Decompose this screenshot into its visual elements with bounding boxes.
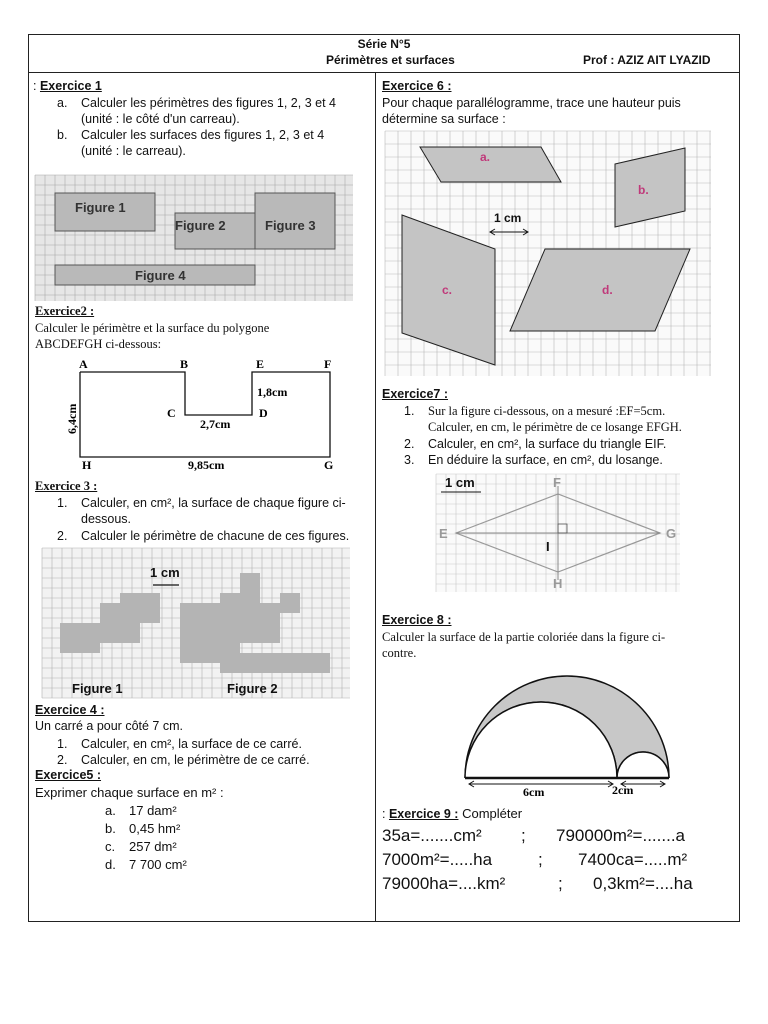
serie-number: Série N°5 — [357, 37, 411, 51]
ex9-row — [382, 848, 732, 872]
conversion-left: 79000ha=....km² — [382, 874, 506, 893]
ex2-text — [35, 320, 367, 352]
point-label: C — [167, 406, 176, 420]
ex2-polygon-figure — [60, 356, 360, 476]
ex5-title: Exercice5 : — [35, 768, 102, 782]
ex6-figure-grid — [385, 131, 711, 376]
point-label: F — [324, 357, 332, 371]
point-label: A — [79, 357, 88, 371]
ex7-item-2 — [404, 436, 666, 452]
shape-label: c. — [442, 283, 453, 297]
point-label: G — [666, 526, 677, 541]
shape-label: b. — [638, 183, 649, 197]
ex9-rows — [382, 824, 732, 896]
ex7-item-text: Calculer, en cm², la surface du triangle EIF. — [428, 437, 667, 451]
ex7-item-1 — [404, 403, 734, 435]
ex3-item-2 — [57, 528, 370, 544]
list-marker: a. — [105, 803, 116, 818]
point-label: H — [82, 458, 92, 472]
ex4-title: Exercice 4 : — [35, 703, 105, 717]
ex8-title: Exercice 8 : — [382, 613, 452, 627]
ex1-prefix: : — [33, 79, 37, 93]
parallelogram-a — [420, 147, 561, 182]
ex1-item-text: (unité : le côté d'un carreau). — [81, 112, 240, 126]
dimension-label: 1,8cm — [257, 385, 288, 399]
ex1-item-text: Calculer les surfaces des figures 1, 2, 3 et 4 — [81, 128, 325, 142]
ex9-instruction: Compléter — [458, 806, 523, 821]
conversion-left: 35a=.......cm² — [382, 826, 482, 845]
ex5-item-text: 0,45 hm² — [129, 821, 181, 836]
conversion-right: 7400ca=.....m² — [578, 850, 688, 869]
list-marker: 2. — [57, 753, 68, 767]
figure-label: Figure 2 — [175, 218, 226, 233]
conversion-right: 790000m²=.......a — [556, 826, 685, 845]
ex5-item — [105, 856, 187, 874]
ex7-rhombus-figure — [436, 474, 680, 592]
list-marker: 1. — [57, 496, 68, 510]
unit-label: 1 cm — [150, 565, 180, 580]
list-marker: 1. — [57, 737, 68, 751]
ex3-item-text: dessous. — [81, 512, 132, 526]
ex4-item-2 — [57, 752, 310, 768]
ex6-text — [382, 95, 732, 127]
ex5-list — [105, 802, 187, 874]
list-marker: a. — [57, 96, 68, 110]
ex5-intro: Exprimer chaque surface en m² : — [35, 785, 224, 800]
ex9-title: Exercice 9 : — [388, 807, 459, 821]
ex1-item-a — [57, 95, 370, 127]
column-divider — [375, 73, 376, 922]
ex7-item-3 — [404, 452, 663, 468]
ex1-title: Exercice 1 — [39, 79, 102, 93]
page-title: Périmètres et surfaces — [326, 53, 455, 67]
list-marker: b. — [105, 821, 116, 836]
point-label: E — [256, 357, 265, 371]
shape-label: d. — [602, 283, 613, 297]
separator: ; — [538, 850, 543, 869]
ex4-item-text: Calculer, en cm, le périmètre de ce carré. — [81, 753, 310, 767]
ex5-item-text: 17 dam² — [129, 803, 177, 818]
ex4-item-1 — [57, 736, 302, 752]
ex5-item — [105, 802, 187, 820]
list-marker: 2. — [57, 529, 68, 543]
point-label: I — [546, 539, 550, 554]
ex5-item-text: 257 dm² — [129, 839, 177, 854]
ex6-text-line: détermine sa surface : — [382, 112, 506, 126]
figure-label: Figure 2 — [227, 681, 278, 696]
ex3-item-1 — [57, 495, 370, 527]
ex1-figure-grid — [35, 175, 353, 301]
list-marker: d. — [105, 857, 116, 872]
figure-label: Figure 4 — [135, 268, 186, 283]
teacher-name: Prof : AZIZ AIT LYAZID — [583, 53, 711, 67]
ex2-title: Exercice2 : — [35, 304, 95, 318]
ex9-row — [382, 824, 732, 848]
point-label: F — [553, 475, 561, 490]
separator: ; — [521, 826, 526, 845]
dimension-label: 9,85cm — [188, 458, 225, 472]
figure-label: Figure 1 — [75, 200, 126, 215]
point-label: B — [180, 357, 189, 371]
ex5-item — [105, 838, 187, 856]
point-label: H — [553, 576, 563, 591]
ex2-text-line: ABCDEFGH ci-dessous: — [35, 337, 162, 351]
dimension-label: 2,7cm — [200, 417, 231, 431]
point-label: D — [259, 406, 268, 420]
list-marker: b. — [57, 128, 68, 142]
ex9-prefix: : — [382, 807, 386, 821]
dimension-label: 6,4cm — [65, 403, 79, 434]
unit-label: 1 cm — [445, 475, 475, 490]
ex7-title: Exercice7 : — [382, 387, 449, 401]
ex8-text-line: Calculer la surface de la partie coloriée dans la figure ci- — [382, 630, 666, 644]
unit-label: 1 cm — [494, 211, 522, 225]
ex5-item — [105, 820, 187, 838]
ex6-text-line: Pour chaque parallélogramme, trace une hauteur puis — [382, 96, 681, 110]
ex8-semicircle-figure — [455, 670, 680, 800]
separator: ; — [558, 874, 563, 893]
ex4-intro: Un carré a pour côté 7 cm. — [35, 719, 183, 733]
ex6-title: Exercice 6 : — [382, 79, 452, 93]
ex4-item-text: Calculer, en cm², la surface de ce carré. — [81, 737, 302, 751]
shape-label: a. — [480, 150, 491, 164]
ex3-item-text: Calculer, en cm², la surface de chaque figure ci- — [81, 496, 346, 510]
conversion-left: 7000m²=.....ha — [382, 850, 493, 869]
ex3-figure-grid — [42, 548, 350, 698]
ex1-item-text: Calculer les périmètres des figures 1, 2, 3 et 4 — [81, 96, 336, 110]
dimension-label: 2cm — [612, 783, 634, 797]
point-label: G — [324, 458, 334, 472]
ex9-heading — [382, 806, 522, 821]
ex1-heading — [33, 79, 102, 93]
dimension-label: 6cm — [523, 785, 545, 799]
figure-label: Figure 1 — [72, 681, 123, 696]
list-marker: 1. — [404, 404, 415, 418]
conversion-right: 0,3km²=....ha — [593, 874, 693, 893]
ex7-item-text: Calculer, en cm, le périmètre de ce losange EFGH. — [428, 420, 682, 434]
ex1-item-b — [57, 127, 370, 159]
list-marker: c. — [105, 839, 116, 854]
figure-label: Figure 3 — [265, 218, 316, 233]
ex5-item-text: 7 700 cm² — [129, 857, 187, 872]
ex3-item-text: Calculer le périmètre de chacune de ces figures. — [81, 529, 350, 543]
point-label: E — [439, 526, 448, 541]
list-marker: 3. — [404, 453, 415, 467]
ex3-title: Exercice 3 : — [35, 479, 98, 493]
ex8-text-line: contre. — [382, 646, 417, 660]
ex1-item-text: (unité : le carreau). — [81, 144, 186, 158]
ex7-item-text: En déduire la surface, en cm², du losange. — [428, 453, 663, 467]
ex2-text-line: Calculer le périmètre et la surface du polygone — [35, 321, 270, 335]
ex8-text — [382, 629, 732, 661]
ex7-item-text: Sur la figure ci-dessous, on a mesuré :EF=5cm. — [428, 404, 666, 418]
ex9-row — [382, 872, 732, 896]
list-marker: 2. — [404, 437, 415, 451]
